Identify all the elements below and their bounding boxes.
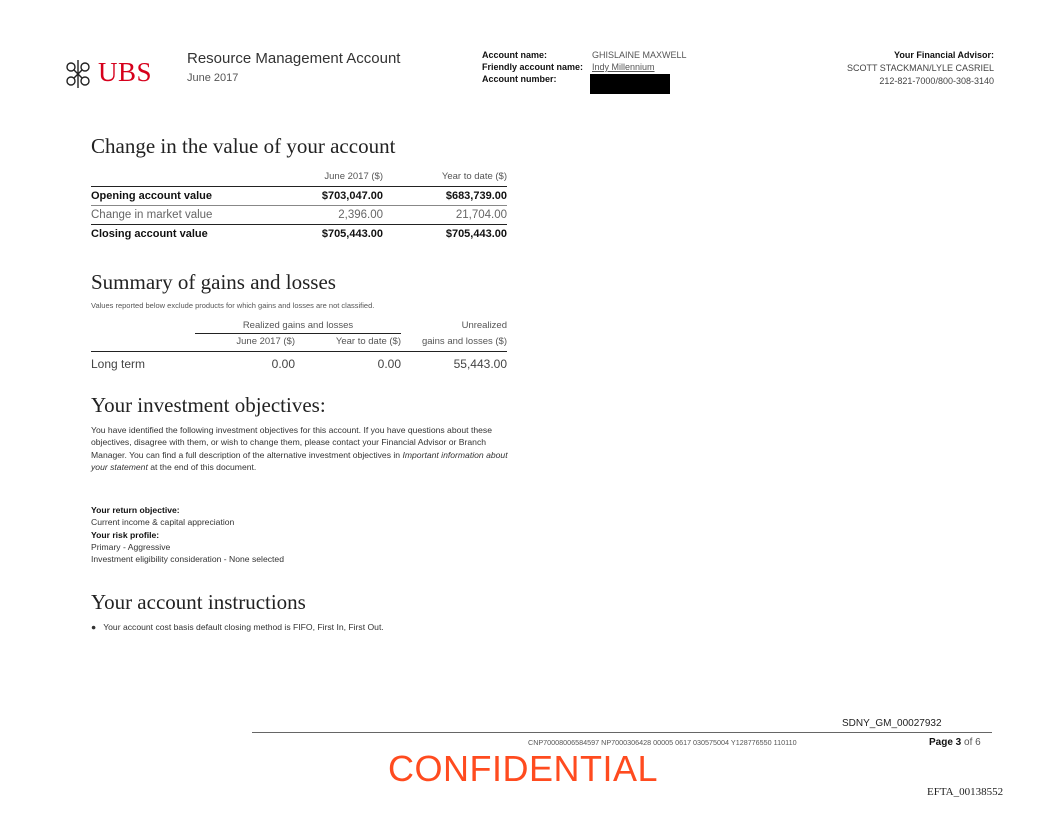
gains-note: Values reported below exclude products for which gains and losses are not classified. [91, 301, 375, 310]
row-unrealized-value: 55,443.00 [453, 357, 507, 371]
risk-profile-value: Primary - Aggressive [91, 541, 171, 552]
friendly-name-value: Indy Millennium [592, 62, 655, 72]
gains-losses-table [91, 318, 507, 373]
col-june-header: June 2017 ($) [263, 168, 383, 187]
return-objective-label: Your return objective: [91, 505, 180, 515]
table-row [91, 225, 507, 244]
col-ytd-header: Year to date ($) [383, 168, 507, 187]
row-june-value: 2,396.00 [263, 206, 383, 225]
ubs-keys-icon [62, 58, 94, 90]
objectives-text-italic: Important information about your statement [91, 449, 508, 472]
statement-date: June 2017 [187, 72, 239, 84]
change-section-title: Change in the value of your account [91, 134, 396, 158]
row-label: Closing account value [91, 228, 208, 240]
bates-number: SDNY_GM_00027932 [842, 718, 942, 729]
list-item [91, 622, 384, 632]
account-name-value: GHISLAINE MAXWELL [592, 50, 687, 60]
group-header-row [91, 318, 507, 334]
row-june-value: $703,047.00 [321, 190, 383, 202]
col-june-header: June 2017 ($) [195, 334, 295, 352]
objectives-paragraph [91, 424, 509, 473]
statement-title: Resource Management Account [187, 50, 401, 67]
advisor-label: Your Financial Advisor: [893, 50, 994, 60]
table-header-row [91, 168, 507, 187]
page-of: of 6 [964, 737, 981, 748]
gains-section-title: Summary of gains and losses [91, 270, 336, 294]
footer-divider [252, 732, 992, 733]
eligibility-consideration: Investment eligibility consideration - None selected [91, 554, 284, 565]
table-header-row [91, 334, 507, 352]
instructions-section-title: Your account instructions [91, 590, 306, 614]
advisor-phone: 212-821-7000/800-308-3140 [879, 76, 994, 86]
col-unrealized-header: gains and losses ($) [401, 334, 507, 352]
table-row [91, 206, 507, 225]
row-ytd-value: $705,443.00 [445, 228, 507, 240]
efta-number: EFTA_00138552 [927, 786, 1004, 798]
advisor-names: SCOTT STACKMAN/LYLE CASRIEL [846, 63, 994, 73]
account-labels [482, 49, 583, 85]
row-label: Long term [91, 357, 146, 371]
page-label: Page 3 [929, 737, 962, 748]
col-ytd-header: Year to date ($) [295, 334, 401, 352]
account-number-label: Account number: [482, 74, 557, 84]
row-june-value: 0.00 [271, 357, 295, 371]
row-label: Change in market value [91, 206, 263, 225]
row-ytd-value: 21,704.00 [383, 206, 507, 225]
objectives-text-1: You have identified the following investment objectives for this account. If you have questions about these objectives, disagree with them, or wish to change them, please contact your Financial Advisor or Branch Manager. You can find a full description of the alternative investment objectives in [91, 425, 492, 460]
risk-profile-label: Your risk profile: [91, 529, 160, 540]
account-values [592, 49, 687, 73]
row-ytd-value: 0.00 [377, 357, 401, 371]
confidential-stamp: CONFIDENTIAL [388, 748, 659, 789]
row-ytd-value: $683,739.00 [445, 190, 507, 202]
row-june-value: $705,443.00 [321, 228, 383, 240]
brand-logo-text: UBS [98, 57, 153, 87]
bullet-icon: ● [91, 622, 97, 632]
objectives-text-2: at the end of this document. [147, 461, 257, 472]
table-row [91, 187, 507, 206]
friendly-name-label: Friendly account name: [482, 62, 584, 72]
account-name-label: Account name: [482, 50, 548, 60]
unrealized-header: Unrealized [461, 320, 507, 332]
table-row [91, 352, 507, 374]
row-label: Opening account value [91, 190, 213, 202]
financial-advisor-block [847, 49, 994, 88]
objectives-details [91, 504, 284, 565]
document-code: CNP70008006584597 NP7000306428 00005 0617 030575004 Y128776550 110110 [528, 738, 797, 747]
objectives-section-title: Your investment objectives: [91, 393, 326, 417]
return-objective-value: Current income & capital appreciation [91, 517, 235, 528]
page-number [929, 737, 981, 748]
realized-header: Realized gains and losses [195, 318, 401, 334]
instruction-text: Your account cost basis default closing method is FIFO, First In, First Out. [103, 622, 384, 632]
change-value-table [91, 168, 507, 243]
redaction-box [590, 74, 670, 94]
